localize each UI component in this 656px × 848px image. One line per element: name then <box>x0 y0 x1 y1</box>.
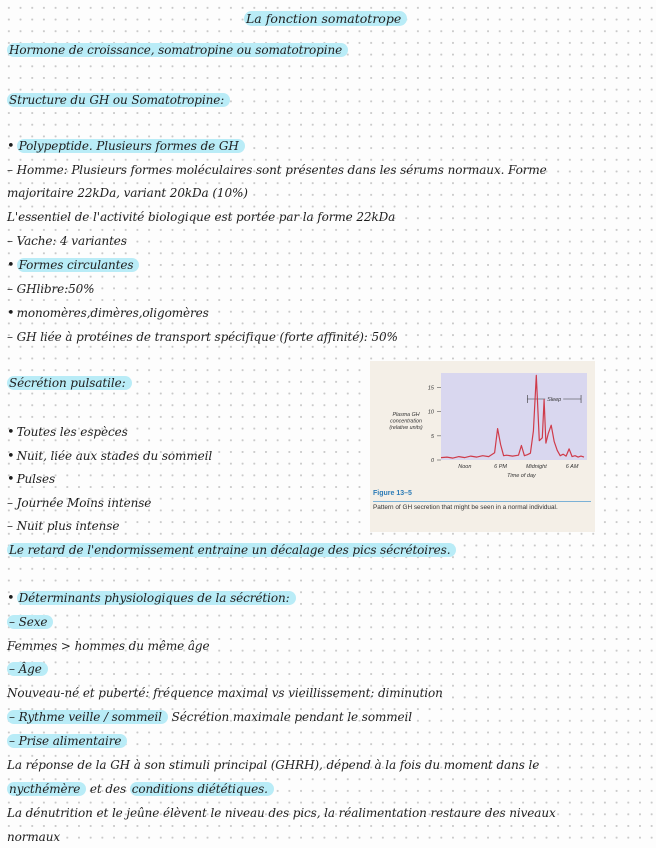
prise-text-1: La réponse de la GH à son stimuli principal (GHRH), dépend à la fois du moment dans le <box>7 758 540 772</box>
x-tick-label: Noon <box>458 464 472 470</box>
figure-caption-text: Pattern of GH secretion that might be seen in a normal individual. <box>373 504 558 511</box>
activite-line: L'essentiel de l'activité biologique est portée par la forme 22kDa <box>7 210 396 224</box>
sleep-label: Sleep <box>547 397 562 403</box>
monomeres-line: • monomères,dimères,oligomères <box>7 305 209 322</box>
homme-line: – Homme: Plusieurs formes moléculaires sont présentes dans les sérums normaux. Forme <box>7 163 547 177</box>
x-tick-label: 6 PM <box>494 464 508 470</box>
page-title: La fonction somatotrope <box>244 11 407 26</box>
x-tick-label: 6 AM <box>565 464 579 470</box>
sexe-text: Femmes > hommes du même âge <box>7 639 210 653</box>
y-axis-label-line: concentration <box>390 418 422 425</box>
pulses-bullet: • Pulses <box>7 471 55 488</box>
y-tick-label: 5 <box>430 433 434 440</box>
y-tick-label: 10 <box>427 409 434 416</box>
subtitle: Hormone de croissance, somatropine ou somatotropine <box>7 42 348 58</box>
plot-area <box>441 373 587 460</box>
y-axis-label-line: Plasma GH <box>392 412 420 418</box>
nuit-line: – Nuit plus intense <box>7 519 120 533</box>
age-label: – Âge <box>7 661 48 677</box>
x-tick-label: Midnight <box>525 464 547 470</box>
gh-secretion-chart <box>370 361 595 489</box>
figure-caption-title: Figure 13–5 <box>373 490 412 497</box>
especes-bullet: • Toutes les espèces <box>7 424 128 441</box>
retard-line: Le retard de l'endormissement entraine un décalage des pics sécrétoires. <box>7 542 456 558</box>
gh-secretion-figure <box>370 361 595 532</box>
y-axis-label-line: (relative units) <box>389 425 423 431</box>
prise-label: – Prise alimentaire <box>7 733 127 749</box>
determinants-bullet: • Déterminants physiologiques de la sécrétion: <box>7 590 296 607</box>
prise-text-2: nycthémère et des conditions diététiques. <box>7 781 274 797</box>
denutrition-line: La dénutrition et le jeûne élèvent le niveau des pics, la réalimentation restaure des niveaux <box>7 806 556 820</box>
caption-divider <box>373 501 591 502</box>
gh-liee-line: – GH liée à protéines de transport spécifique (forte affinité): 50% <box>7 330 398 344</box>
gh-libre-line: – GHlibre:50% <box>7 282 95 296</box>
journee-line: – Journée Moins intense <box>7 496 152 510</box>
y-tick-label: 0 <box>430 458 434 464</box>
vache-line: – Vache: 4 variantes <box>7 234 127 248</box>
nuit-sommeil-bullet: • Nuit, liée aux stades du sommeil <box>7 448 212 465</box>
rythme-line: – Rythme veille / sommeil Sécrétion maximale pendant le sommeil <box>9 710 412 724</box>
age-text: Nouveau-né et puberté: fréquence maximal vs vieillissement: diminution <box>7 686 443 700</box>
y-tick-label: 15 <box>427 385 434 392</box>
sexe-label: – Sexe <box>7 614 53 630</box>
structure-heading: Structure du GH ou Somatotropine: <box>7 92 230 108</box>
secretion-heading: Sécrétion pulsatile: <box>7 375 132 391</box>
majoritaire-line: majoritaire 22kDa, variant 20kDa (10%) <box>7 186 248 200</box>
formes-circulantes-bullet: • Formes circulantes <box>7 257 139 274</box>
x-axis-label: Time of day <box>507 473 536 479</box>
polypeptide-bullet: • Polypeptide. Plusieurs formes de GH <box>7 138 245 155</box>
normaux-line: normaux <box>7 830 61 844</box>
